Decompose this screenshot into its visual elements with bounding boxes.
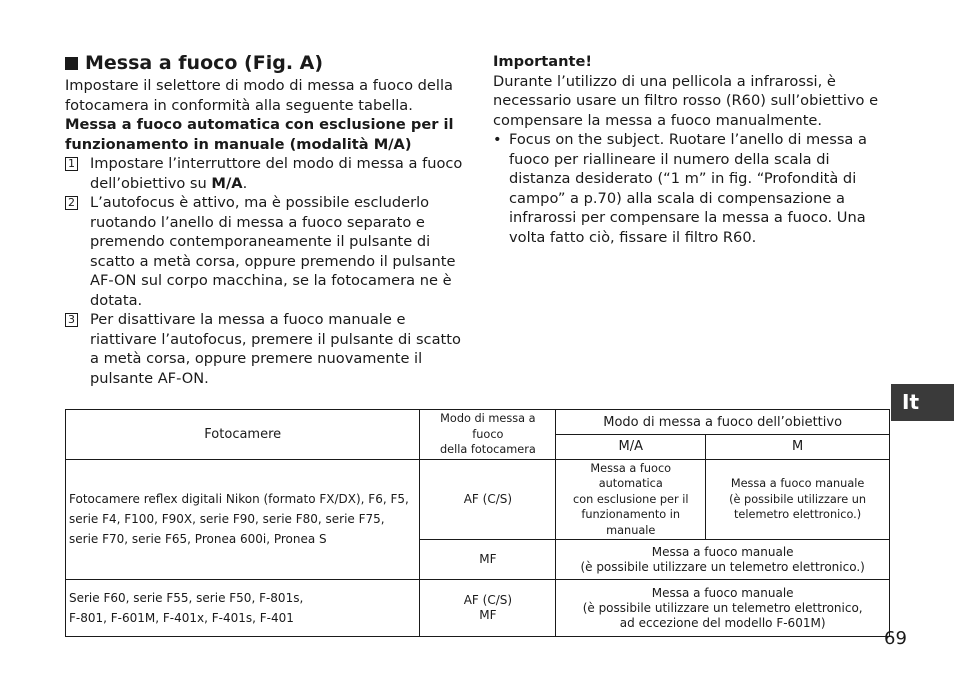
mode-cell: AF (C/S) MF [420, 580, 556, 637]
cameras-cell: Serie F60, serie F55, serie F50, F-801s, F-801, F-601M, F-401x, F-401s, F-401 [66, 580, 420, 637]
table-header-row [66, 410, 890, 435]
lens-mode-cell: Messa a fuoco manuale (è possibile utilizzare un telemetro elettronico, ad eccezione del modello F-601M) [556, 580, 890, 637]
table-row [66, 580, 890, 637]
section-heading [65, 52, 463, 74]
ma-cell: Messa a fuoco automatica con esclusione per il funzionamento in manuale [556, 459, 706, 540]
mode-cell: MF [420, 540, 556, 580]
left-column [65, 52, 463, 388]
bullet-icon: • [493, 131, 502, 148]
step-number: 3 [65, 313, 78, 327]
header-ma: M/A [556, 435, 706, 459]
step-text: L’autofocus è attivo, ma è possibile escluderlo ruotando l’anello di messa a fuoco separato e premendo contemporaneamente il pulsante di scatto a metà corsa, oppure premendo il pulsante AF-ON sul corpo macchina, se la fotocamera ne è dotata. [90, 194, 456, 309]
square-bullet-icon [65, 57, 78, 70]
header-camera-mode: Modo di messa a fuoco della fotocamera [420, 410, 556, 460]
mf-cell: Messa a fuoco manuale (è possibile utilizzare un telemetro elettronico.) [556, 540, 890, 580]
bullet-text: Focus on the subject. Ruotare l’anello di messa a fuoco per riallineare il numero della scala di distanza desiderato (“1 m” in fig. “Profondità di campo” a p.70) alla scala di compensazione a infrarossi per compensare la messa a fuoco. Una volta fatto ciò, fissare il filtro R60. [509, 131, 867, 246]
right-column [493, 52, 893, 247]
step-number: 1 [65, 157, 78, 171]
subsection-title: Messa a fuoco automatica con esclusione per il funzionamento in manuale (modalità M/A) [65, 116, 454, 153]
step-text: Impostare l’interruttore del modo di messa a fuoco dell’obiettivo su M/A. [90, 155, 463, 192]
bullet-item [493, 130, 893, 247]
step-text: Per disattivare la messa a fuoco manuale e riattivare l’autofocus, premere il pulsante di scatto a metà corsa, oppure premere nuovamente il pulsante AF-ON. [90, 311, 461, 387]
mode-cell: AF (C/S) [420, 459, 556, 540]
step-1 [65, 154, 463, 193]
important-title: Importante! [493, 53, 593, 70]
header-m: M [706, 435, 890, 459]
step-3 [65, 310, 463, 388]
focus-mode-table [65, 409, 890, 637]
step-2 [65, 193, 463, 310]
important-text: Durante l’utilizzo di una pellicola a infrarossi, è necessario usare un filtro rosso (R60) sull’obiettivo e compensare la messa a fuoco manualmente. [493, 72, 879, 129]
m-cell: Messa a fuoco manuale (è possibile utilizzare un telemetro elettronico.) [706, 459, 890, 540]
section-title: Messa a fuoco (Fig. A) [85, 52, 324, 74]
step-number: 2 [65, 196, 78, 210]
header-cameras: Fotocamere [66, 410, 420, 460]
table-row [66, 459, 890, 540]
intro-text: Impostare il selettore di modo di messa a fuoco della fotocamera in conformità alla seguente tabella. [65, 77, 453, 114]
language-tab: It [891, 384, 954, 421]
page-number: 69 [884, 628, 907, 649]
header-lens-mode: Modo di messa a fuoco dell’obiettivo [556, 410, 890, 435]
cameras-cell: Fotocamere reflex digitali Nikon (formato FX/DX), F6, F5, serie F4, F100, F90X, serie F90, serie F80, serie F75, serie F70, serie F65, Pronea 600i, Pronea S [66, 459, 420, 580]
